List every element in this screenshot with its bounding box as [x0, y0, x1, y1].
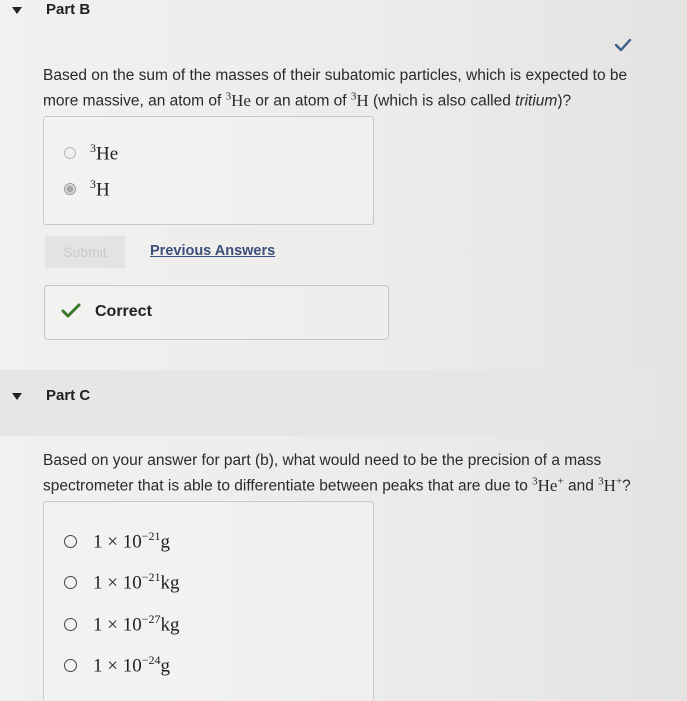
collapse-caret-icon[interactable]: [12, 7, 22, 14]
option-h3[interactable]: [64, 177, 110, 201]
previous-answers-link[interactable]: Previous Answers: [150, 243, 276, 259]
option-he3-label: $^3$He: [90, 141, 119, 165]
option-he3[interactable]: [64, 141, 118, 165]
feedback-box: [44, 285, 389, 340]
part-c-header[interactable]: [0, 370, 655, 436]
radio-h3-selected[interactable]: [64, 183, 76, 195]
part-b-title: Part B: [46, 1, 91, 18]
radio-option-1[interactable]: [64, 535, 77, 548]
option-h3-label: $^3$H: [90, 177, 110, 201]
option-1[interactable]: [64, 529, 170, 553]
option-1-label: $1 \times 10^{-21}g$: [93, 529, 170, 553]
option-3[interactable]: [64, 612, 180, 636]
part-b-question: Based on the sum of the masses of their subatomic particles, which is expected to be more massive, an atom of $^3$He or an atom of $^3$H (which is also called tritium)?: [43, 67, 628, 110]
part-c-answer-box: [43, 501, 374, 701]
part-c-title: Part C: [46, 387, 91, 404]
radio-option-2[interactable]: [64, 576, 77, 589]
option-4[interactable]: [64, 653, 170, 677]
submit-button[interactable]: Submit: [45, 236, 125, 268]
option-4-label: $1 \times 10^{-24}g$: [93, 653, 170, 677]
part-b-answer-box: [43, 116, 374, 225]
correct-check-icon: [61, 303, 81, 319]
radio-option-3[interactable]: [64, 618, 77, 631]
option-2-label: $1 \times 10^{-21}kg$: [93, 570, 180, 594]
option-2[interactable]: [64, 570, 180, 594]
expand-caret-icon[interactable]: [12, 393, 22, 400]
radio-option-4[interactable]: [64, 659, 77, 672]
checkmark-icon: [614, 38, 632, 52]
correct-label: Correct: [95, 303, 152, 320]
option-3-label: $1 \times 10^{-27}kg$: [93, 612, 180, 636]
part-c-question: Based on your answer for part (b), what would need to be the precision of a mass spectrometer that is able to differentiate between peaks that are due to $^3$He+ and $^3$H+?: [43, 452, 631, 495]
radio-he3[interactable]: [64, 147, 76, 159]
